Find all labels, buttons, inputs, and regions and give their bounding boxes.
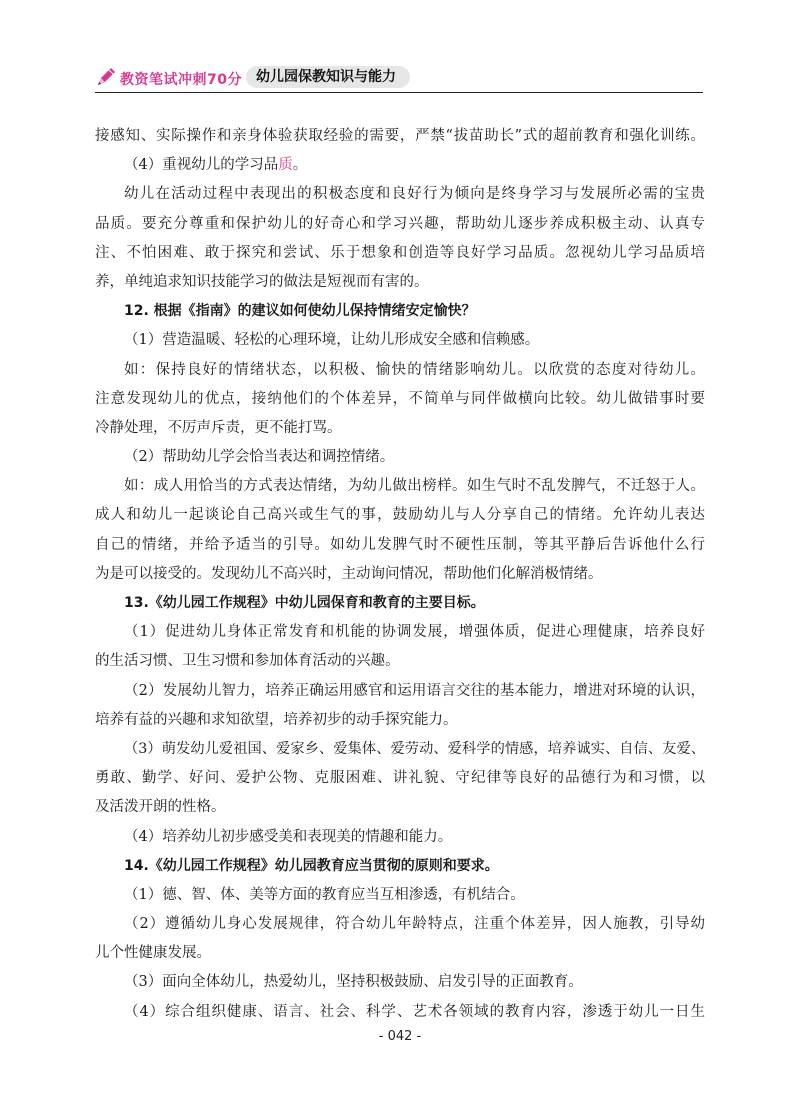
text-line: 品质。要充分尊重和保护幼儿的好奇心和学习兴趣，帮助幼儿逐步养成积极主动、认真专: [95, 215, 705, 232]
pencil-icon: [95, 66, 117, 88]
text-line: 注、不怕困难、敢于探究和尝试、乐于想象和创造等良好学习品质。忽视幼儿学习品质培: [95, 244, 705, 261]
text-line: （4）培养幼儿初步感受美和表现美的情趣和能力。: [124, 828, 453, 845]
text-span: （4）重视幼儿的学习品: [124, 157, 279, 174]
text-line: 幼儿在活动过程中表现出的积极态度和良好行为倾向是终身学习与发展所必需的宝贵: [124, 186, 705, 203]
text-line: 接感知、实际操作和亲身体验获取经验的需要，严禁“拔苗助长”式的超前教育和强化训练。: [95, 128, 705, 144]
question-heading: 14.《幼儿园工作规程》幼儿园教育应当贯彻的原则和要求。: [124, 857, 499, 874]
text-line: （1）德、智、体、美等方面的教育应当互相渗透，有机结合。: [124, 886, 525, 903]
text-span: 。: [292, 157, 308, 174]
text-line: 养，单纯追求知识技能学习的做法是短视而有害的。: [95, 273, 429, 290]
subject-title: 幼儿园保教知识与能力: [246, 66, 410, 88]
text-line: 培养有益的兴趣和求知欲望，培养初步的动手探究能力。: [95, 711, 458, 728]
highlight-char: 质: [278, 157, 293, 174]
text-line: 注意发现幼儿的优点，接纳他们的个体差异，不简单与同伴做横向比较。幼儿做错事时要: [95, 390, 705, 407]
text-line: （2）帮助幼儿学会恰当表达和调控情绪。: [124, 449, 395, 466]
series-title: 教资笔试冲刺70分: [120, 72, 242, 88]
page-number: - 042 -: [378, 1029, 422, 1044]
header-rule: [95, 92, 703, 93]
text-line: 成人和幼儿一起谈论自己高兴或生气的事，鼓励幼儿与人分享自己的情绪。允许幼儿表达: [95, 507, 705, 524]
text-line: 为是可以接受的。发现幼儿不高兴时，主动询问情况，帮助他们化解消极情绪。: [95, 565, 603, 582]
text-line: 自己的情绪，并给予适当的引导。如幼儿发脾气时不硬性压制，等其平静后告诉他什么行: [95, 536, 705, 553]
text-line: 及活泼开朗的性格。: [95, 799, 226, 816]
text-line: （1）营造温暖、轻松的心理环境，让幼儿形成安全感和信赖感。: [124, 332, 540, 349]
text-line: [95, 151, 705, 180]
text-line: 儿个性健康发展。: [95, 945, 211, 962]
page-header: [95, 64, 703, 92]
text-line: 如：保持良好的情绪状态，以积极、愉快的情绪影响幼儿。以欣赏的态度对待幼儿。: [124, 361, 705, 378]
text-line: 冷静处理，不厉声斥责，更不能打骂。: [95, 419, 342, 436]
text-line: （2）发展幼儿智力，培养正确运用感官和运用语言交往的基本能力，增进对环境的认识，: [124, 682, 705, 699]
text-line: （3）萌发幼儿爱祖国、爱家乡、爱集体、爱劳动、爱科学的情感，培养诚实、自信、友爱、: [124, 740, 705, 757]
question-heading: 13.《幼儿园工作规程》中幼儿园保育和教育的主要目标。: [124, 595, 485, 611]
text-line: 勇敢、勤学、好问、爱护公物、克服困难、讲礼貌、守纪律等良好的品德行为和习惯，以: [95, 770, 705, 787]
text-line: （2）遵循幼儿身心发展规律，符合幼儿年龄特点，注重个体差异，因人施教，引导幼: [124, 916, 705, 933]
question-heading: 12. 根据《指南》的建议如何使幼儿保持情绪安定愉快？: [124, 303, 476, 320]
text-line: 如：成人用恰当的方式表达情绪，为幼儿做出榜样。如生气时不乱发脾气，不迁怒于人。: [124, 478, 705, 495]
text-line: （4）综合组织健康、语言、社会、科学、艺术各领域的教育内容，渗透于幼儿一日生: [124, 1003, 705, 1020]
text-line: （1）促进幼儿身体正常发育和机能的协调发展，增强体质，促进心理健康，培养良好: [124, 624, 705, 641]
page-body: [95, 122, 705, 1027]
text-line: （3）面向全体幼儿，热爱幼儿，坚持积极鼓励、启发引导的正面教育。: [124, 974, 583, 991]
text-line: 的生活习惯、卫生习惯和参加体育活动的兴趣。: [95, 653, 400, 670]
